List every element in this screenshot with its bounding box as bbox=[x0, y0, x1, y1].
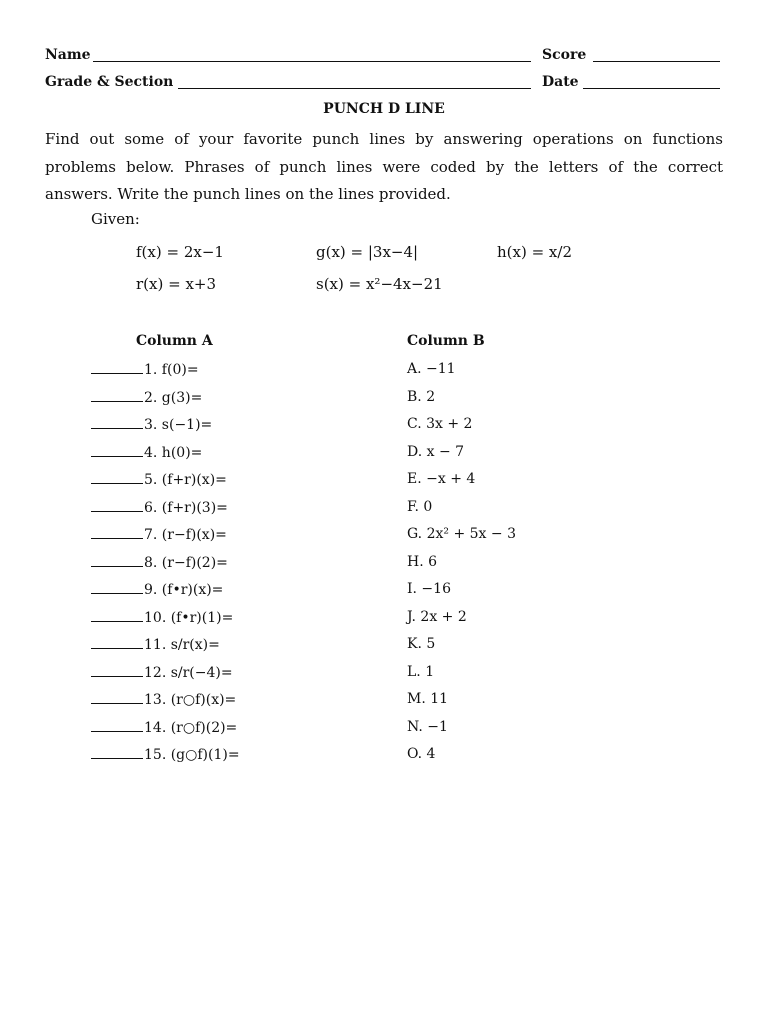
instructions-paragraph: Find out some of your favorite punch lines by answering operations on functions problems below. Phrases of punch lines were coded by the letters of the correct answers. Write the punch lines on the lines provided. bbox=[45, 130, 723, 203]
answer-blank[interactable] bbox=[91, 554, 143, 567]
question-text: 2. g(3)= bbox=[144, 389, 203, 406]
answer-blank[interactable] bbox=[91, 471, 143, 484]
answer-blank[interactable] bbox=[91, 389, 143, 402]
column-b-heading: Column B bbox=[407, 333, 485, 349]
grade-section-line[interactable] bbox=[178, 74, 531, 89]
choice-item: H. 6 bbox=[407, 553, 438, 570]
choice-item: D. x − 7 bbox=[407, 443, 465, 460]
choice-item: I. −16 bbox=[407, 581, 451, 597]
function-r: r(x) = x+3 bbox=[136, 275, 217, 293]
name-score-row bbox=[45, 47, 720, 67]
question-row bbox=[91, 389, 411, 411]
choice-item: J. 2x + 2 bbox=[407, 608, 467, 625]
answer-blank[interactable] bbox=[91, 636, 143, 649]
answer-blank[interactable] bbox=[91, 526, 143, 539]
function-h: h(x) = x/2 bbox=[497, 243, 572, 261]
date-label: Date bbox=[542, 74, 579, 90]
choice-item: N. −1 bbox=[407, 718, 448, 735]
question-text: 5. (f+r)(x)= bbox=[144, 472, 227, 488]
worksheet-title: PUNCH D LINE bbox=[323, 101, 445, 117]
question-text: 3. s(−1)= bbox=[144, 417, 213, 433]
question-row bbox=[91, 719, 411, 741]
score-label: Score bbox=[542, 47, 587, 63]
answer-blank[interactable] bbox=[91, 691, 143, 704]
question-text: 7. (r−f)(x)= bbox=[144, 527, 227, 543]
function-s: s(x) = x²−4x−21 bbox=[316, 275, 443, 293]
answer-blank[interactable] bbox=[91, 416, 143, 429]
choice-item: O. 4 bbox=[407, 746, 436, 762]
choice-item: G. 2x² + 5x − 3 bbox=[407, 526, 516, 542]
question-row bbox=[91, 416, 411, 438]
question-text: 1. f(0)= bbox=[144, 362, 199, 378]
question-row bbox=[91, 609, 411, 631]
column-a-heading: Column A bbox=[136, 333, 213, 349]
choice-item: A. −11 bbox=[407, 361, 456, 377]
answer-blank[interactable] bbox=[91, 444, 143, 457]
question-text: 15. (g○f)(1)= bbox=[144, 747, 240, 763]
question-row bbox=[91, 499, 411, 521]
date-line[interactable] bbox=[583, 74, 720, 89]
choice-item: C. 3x + 2 bbox=[407, 416, 473, 432]
question-text: 10. (f•r)(1)= bbox=[144, 609, 234, 626]
question-text: 11. s/r(x)= bbox=[144, 637, 220, 653]
question-row bbox=[91, 746, 411, 768]
question-row bbox=[91, 664, 411, 686]
choice-item: B. 2 bbox=[407, 388, 436, 405]
question-row bbox=[91, 554, 411, 576]
choice-item: M. 11 bbox=[407, 691, 449, 707]
question-text: 12. s/r(−4)= bbox=[144, 664, 233, 681]
question-row bbox=[91, 636, 411, 658]
grade-date-row bbox=[45, 74, 720, 94]
question-text: 13. (r○f)(x)= bbox=[144, 692, 237, 708]
function-g: g(x) = |3x−4| bbox=[316, 243, 419, 261]
score-line[interactable] bbox=[593, 47, 720, 62]
answer-blank[interactable] bbox=[91, 746, 143, 759]
answer-blank[interactable] bbox=[91, 499, 143, 512]
name-label: Name bbox=[45, 47, 91, 63]
question-row bbox=[91, 444, 411, 466]
question-text: 4. h(0)= bbox=[144, 444, 203, 461]
question-text: 14. (r○f)(2)= bbox=[144, 719, 238, 736]
choice-item: L. 1 bbox=[407, 663, 435, 680]
question-row bbox=[91, 691, 411, 713]
name-line[interactable] bbox=[93, 47, 531, 62]
answer-blank[interactable] bbox=[91, 664, 143, 677]
choice-item: K. 5 bbox=[407, 636, 436, 652]
question-text: 8. (r−f)(2)= bbox=[144, 554, 228, 571]
choice-item: E. −x + 4 bbox=[407, 471, 476, 487]
grade-section-label: Grade & Section bbox=[45, 74, 174, 90]
question-row bbox=[91, 526, 411, 548]
choice-item: F. 0 bbox=[407, 498, 433, 515]
question-row bbox=[91, 471, 411, 493]
question-row bbox=[91, 581, 411, 603]
answer-blank[interactable] bbox=[91, 361, 143, 374]
question-text: 6. (f+r)(3)= bbox=[144, 499, 228, 516]
given-label: Given: bbox=[91, 210, 140, 228]
question-row bbox=[91, 361, 411, 383]
answer-blank[interactable] bbox=[91, 719, 143, 732]
answer-blank[interactable] bbox=[91, 609, 143, 622]
function-f: f(x) = 2x−1 bbox=[136, 243, 224, 261]
answer-blank[interactable] bbox=[91, 581, 143, 594]
question-text: 9. (f•r)(x)= bbox=[144, 582, 224, 598]
